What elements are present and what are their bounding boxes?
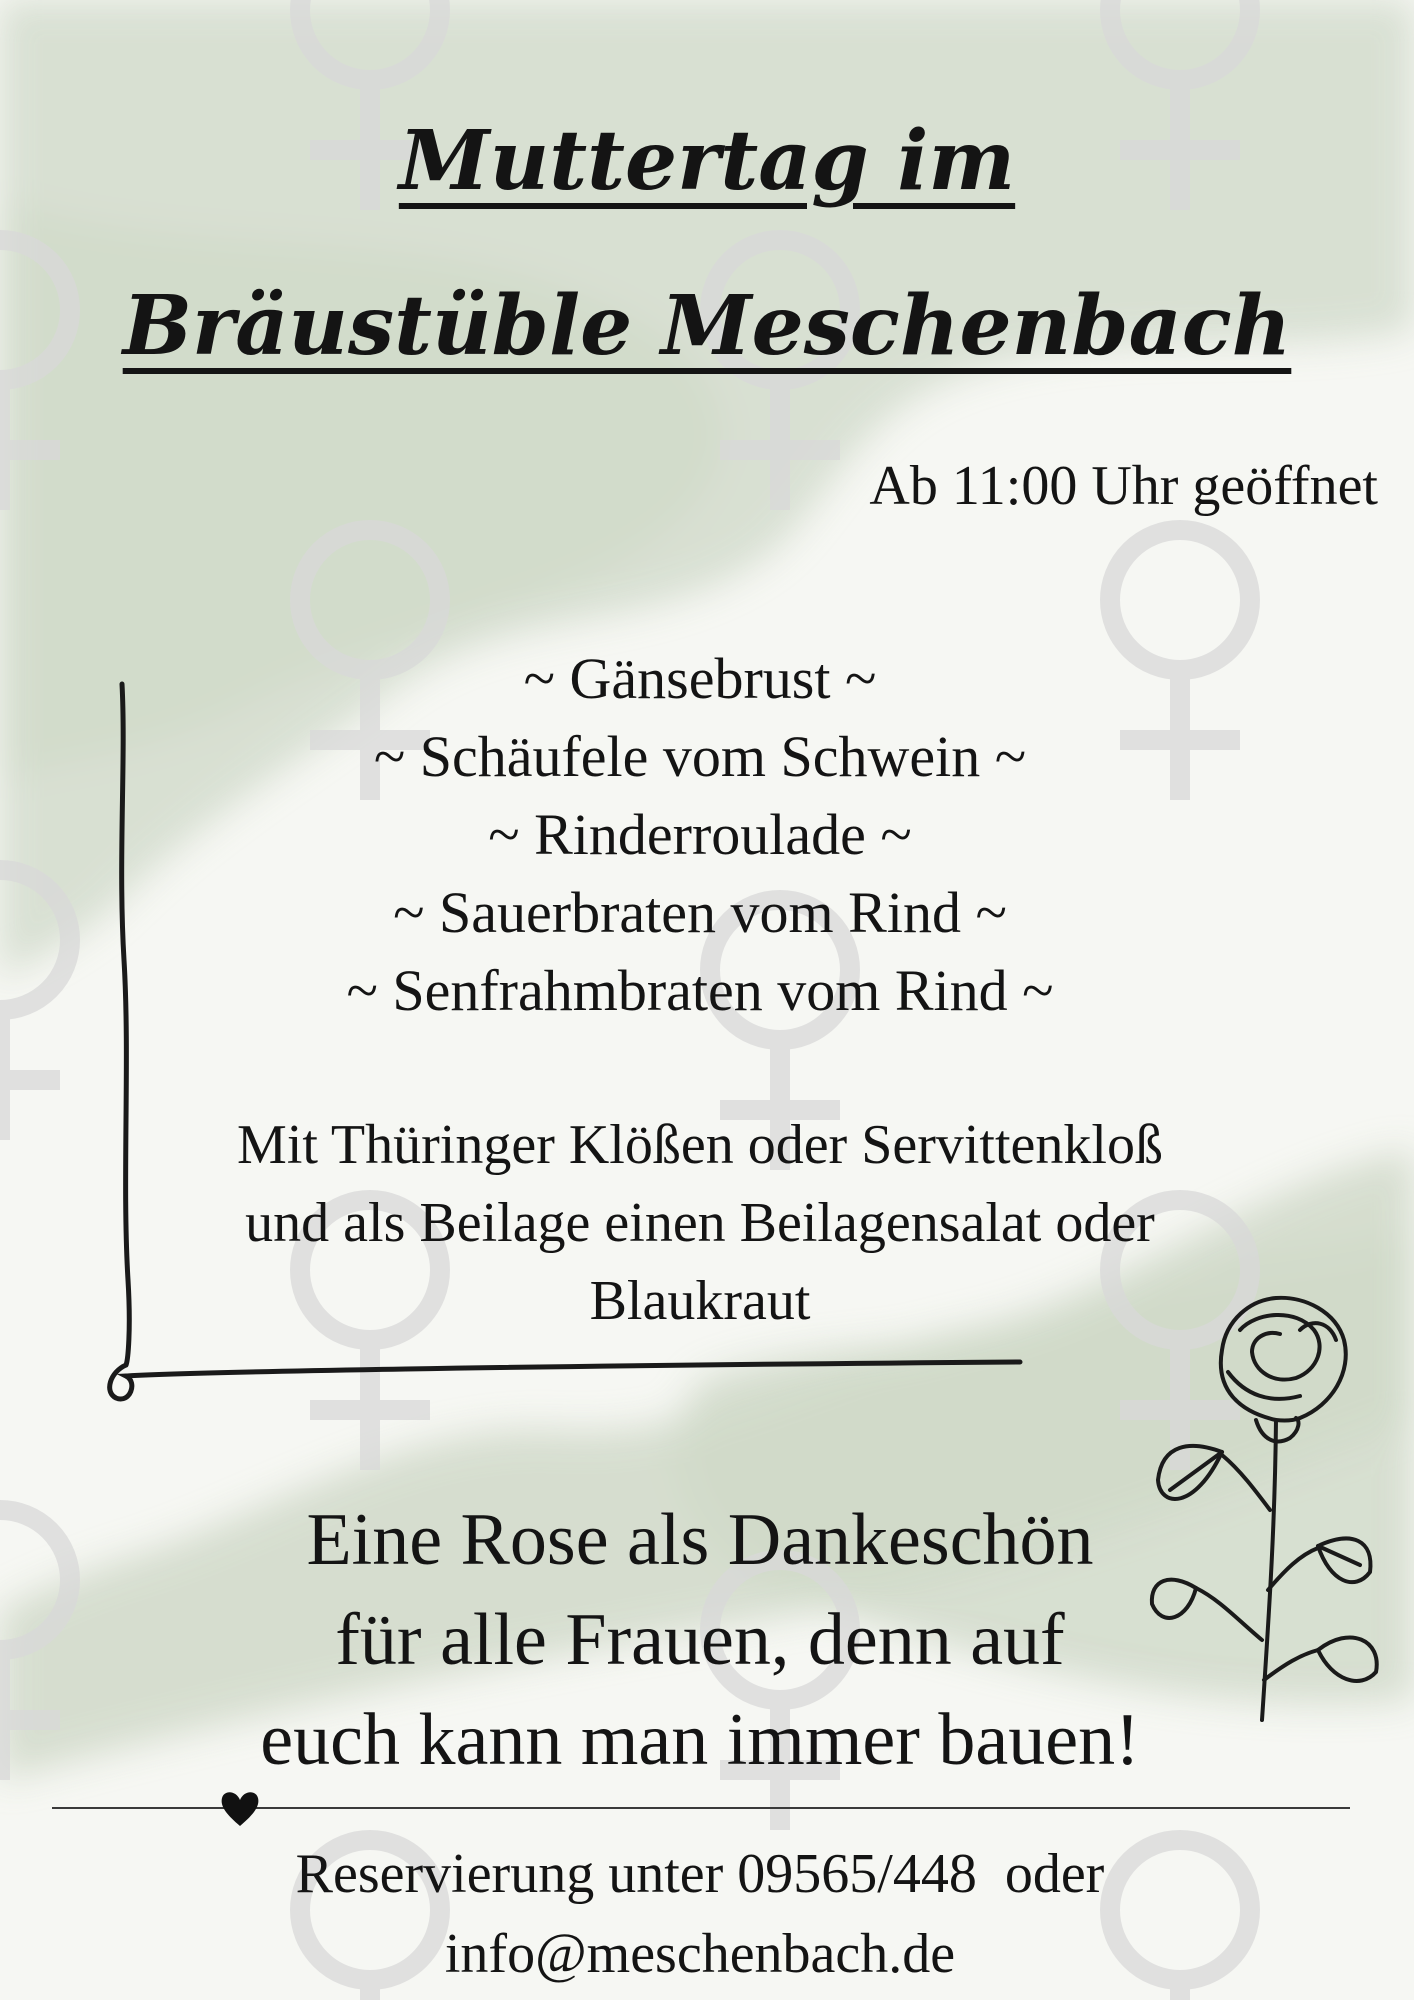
reservation-phone-text: Reservierung unter 09565/448 oder	[295, 1843, 1105, 1905]
dish-item: ~ Schäufele vom Schwein ~	[373, 724, 1027, 789]
side-dishes-line: und als Beilage einen Beilagensalat oder	[245, 1192, 1155, 1254]
rose-message-line: Eine Rose als Dankeschön	[306, 1499, 1094, 1581]
dish-item: ~ Gänsebrust ~	[523, 646, 877, 711]
opening-hours: Ab 11:00 Uhr geöffnet	[869, 455, 1378, 517]
dish-item: ~ Senfrahmbraten vom Rind ~	[346, 958, 1054, 1023]
dish-item: ~ Sauerbraten vom Rind ~	[393, 880, 1007, 945]
heart-icon	[222, 1792, 259, 1826]
side-dishes-line: Blaukraut	[589, 1270, 811, 1332]
title-line-2: Bräustüble Meschenbach	[122, 278, 1292, 374]
title-line-1: Muttertag im	[398, 113, 1016, 209]
dish-item: ~ Rinderroulade ~	[488, 802, 912, 867]
rose-message-line: euch kann man immer bauen!	[260, 1699, 1140, 1781]
reservation-info	[150, 1834, 1250, 1994]
side-dishes-line: Mit Thüringer Klößen oder Servittenkloß	[237, 1114, 1163, 1176]
rose-message-line: für alle Frauen, denn auf	[335, 1599, 1065, 1681]
reservation-email[interactable]: info@meschenbach.de	[444, 1923, 956, 1985]
